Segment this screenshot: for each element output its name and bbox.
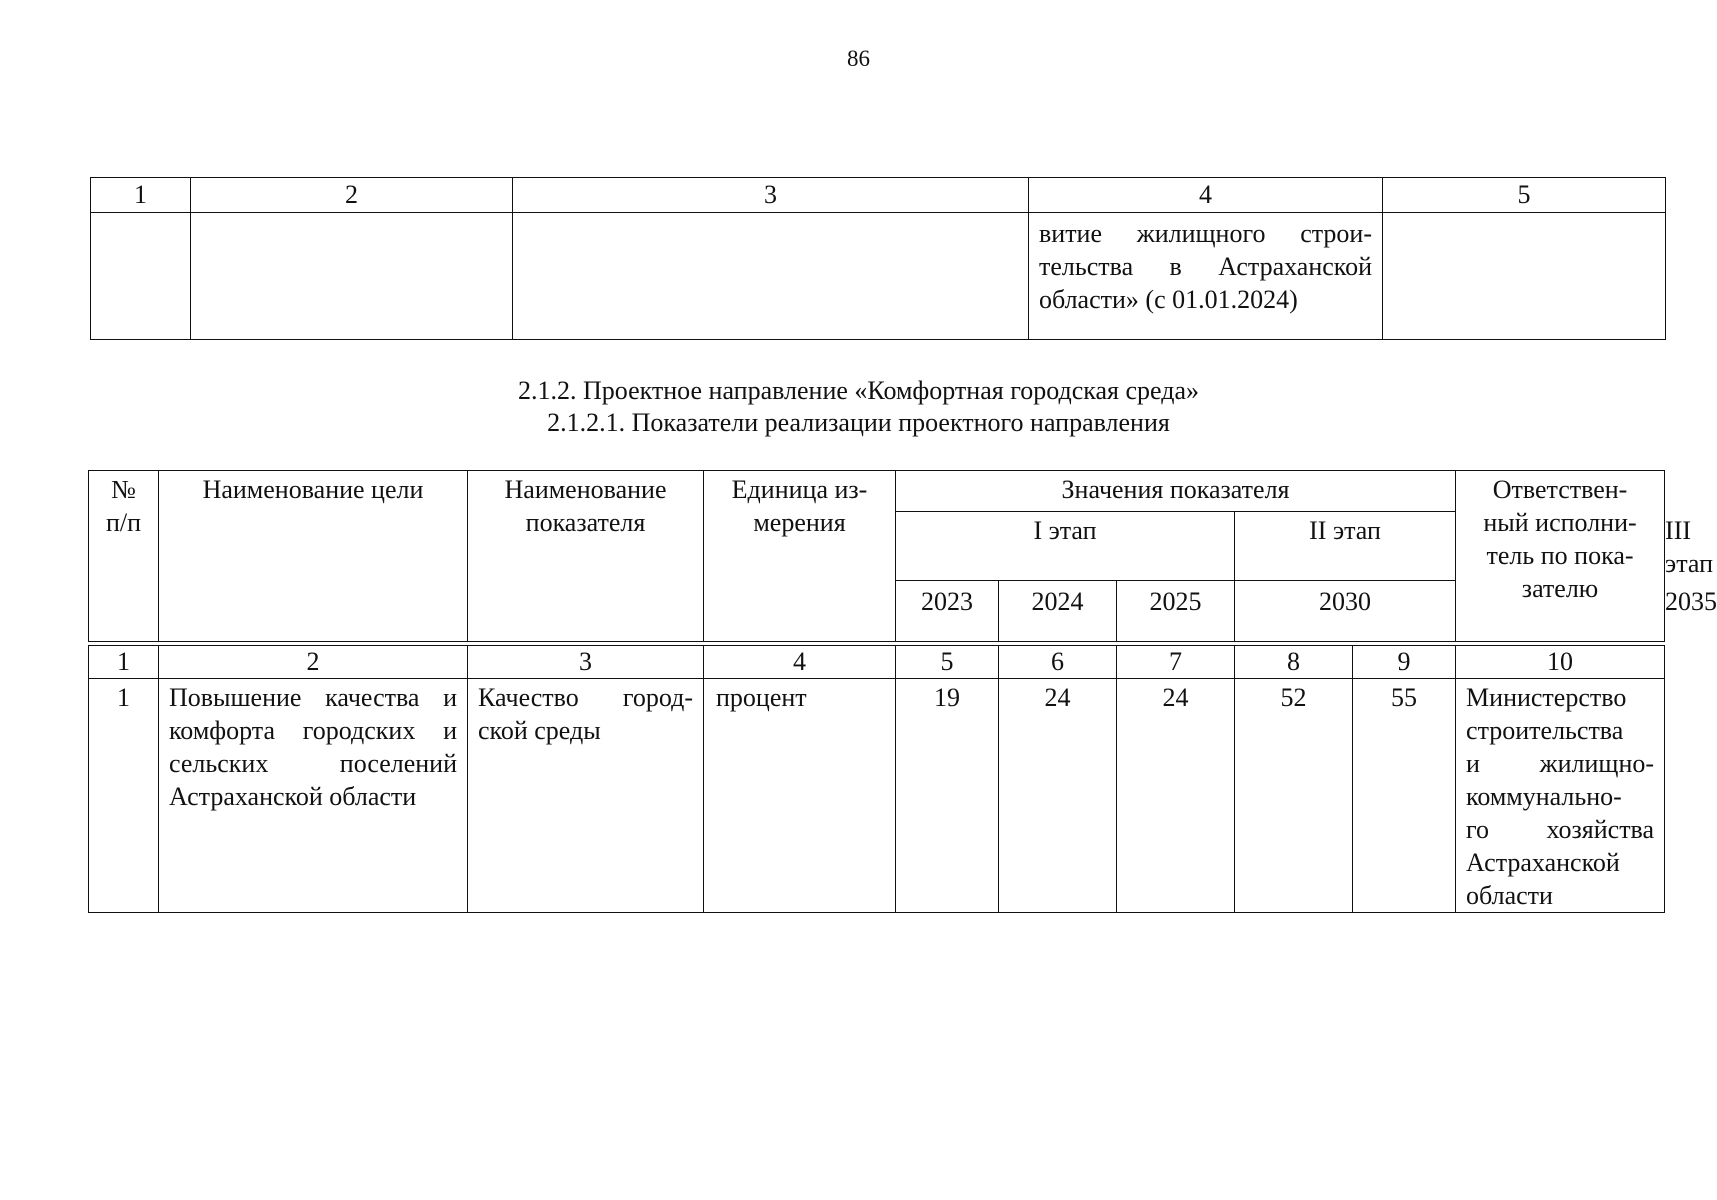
column-number: 3: [468, 646, 704, 679]
header-unit-line: Единица из-: [731, 475, 868, 504]
column-number: 1: [89, 646, 159, 679]
text-line: Качество город-: [478, 683, 693, 712]
subsection-heading: 2.1.2.1. Показатели реализации проектного направления: [547, 408, 1170, 437]
column-number: 5: [1383, 178, 1666, 213]
text-line: комфорта городских и: [169, 716, 457, 745]
empty-cell: [513, 213, 1029, 340]
text-line: Министерство: [1466, 683, 1627, 712]
header-unit-line: мерения: [753, 508, 846, 537]
column-number: 1: [91, 178, 191, 213]
column-number: 3: [513, 178, 1029, 213]
column-number-row: [89, 646, 1665, 679]
text-line: витие жилищного строи-: [1039, 219, 1372, 248]
continuation-table: [90, 177, 1666, 340]
column-number: 2: [159, 646, 468, 679]
goal-cell: [159, 679, 468, 913]
table-row: [91, 213, 1666, 340]
text-line: Астраханской: [1466, 848, 1620, 877]
header-responsible-line: ный исполни-: [1483, 508, 1637, 537]
column-number-row: [91, 178, 1666, 213]
section-heading: 2.1.2. Проектное направление «Комфортная городская среда»: [517, 376, 1199, 405]
empty-cell: [1383, 213, 1666, 340]
header-num-line: п/п: [105, 508, 142, 537]
text-line: го хозяйства: [1466, 815, 1655, 844]
column-number: 4: [1029, 178, 1383, 213]
header-indicator-line: показателя: [525, 508, 646, 537]
header-year: 2025: [1117, 581, 1235, 642]
continued-text-cell: [1029, 213, 1383, 340]
header-responsible-line: зателю: [1521, 574, 1599, 603]
header-year: 2023: [896, 581, 999, 642]
text-line: области: [1466, 881, 1553, 910]
header-num-line: №: [111, 475, 136, 504]
header-goal: Наименование цели: [159, 471, 468, 642]
value-2030: 52: [1235, 679, 1353, 913]
text-line: строительства: [1466, 716, 1624, 745]
column-number: 2: [191, 178, 513, 213]
column-number: 8: [1235, 646, 1353, 679]
header-row-2: I этап II этап III этап: [89, 512, 1665, 581]
header-num: [89, 471, 159, 642]
header-responsible-line: Ответствен-: [1492, 475, 1628, 504]
text-line: ской среды: [478, 716, 601, 745]
column-number: 5: [896, 646, 999, 679]
text-line: и жилищно-: [1466, 749, 1655, 778]
header-indicator: [468, 471, 704, 642]
header-stage-1: I этап: [896, 512, 1235, 581]
value-2025: 24: [1117, 679, 1235, 913]
row-number: 1: [89, 679, 159, 913]
header-values: Значения показателя: [896, 471, 1456, 512]
header-year: 2024: [999, 581, 1117, 642]
header-row-1: [89, 471, 1665, 512]
empty-cell: [91, 213, 191, 340]
indicators-table: [88, 470, 1717, 913]
header-responsible: [1456, 471, 1665, 642]
text-line: коммунально-: [1466, 782, 1622, 811]
column-number: 9: [1353, 646, 1456, 679]
value-2035: 55: [1353, 679, 1456, 913]
header-stage-2: II этап: [1235, 512, 1456, 581]
header-year: 2030: [1235, 581, 1456, 642]
text-line: области» (с 01.01.2024): [1039, 285, 1298, 314]
text-line: сельских поселений: [169, 749, 457, 778]
column-number: 10: [1456, 646, 1665, 679]
responsible-cell: [1456, 679, 1665, 913]
header-years-row: 2023 2024 2025 2030 2035: [89, 581, 1665, 642]
value-2023: 19: [896, 679, 999, 913]
header-unit: [704, 471, 896, 642]
header-indicator-line: Наименование: [504, 475, 667, 504]
column-number: 7: [1117, 646, 1235, 679]
text-line: Повышение качества и: [169, 683, 457, 712]
indicator-cell: [468, 679, 704, 913]
header-responsible-line: тель по пока-: [1486, 541, 1634, 570]
table-row: [89, 679, 1665, 913]
page-number: 86: [847, 46, 870, 71]
column-number: 4: [704, 646, 896, 679]
text-line: тельства в Астраханской: [1039, 252, 1372, 281]
text-line: Астраханской области: [169, 782, 417, 811]
value-2024: 24: [999, 679, 1117, 913]
unit-cell: процент: [704, 679, 896, 913]
column-number: 6: [999, 646, 1117, 679]
empty-cell: [191, 213, 513, 340]
